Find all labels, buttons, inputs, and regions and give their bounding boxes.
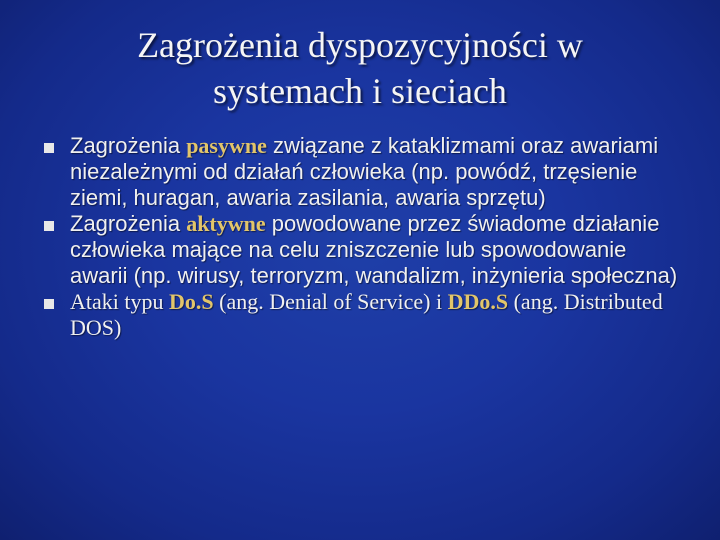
highlight-dos: Do.S	[169, 289, 214, 314]
bullet-text: (ang. Denial of Service) i	[213, 289, 448, 314]
bullet-text: Zagrożenia	[70, 211, 187, 236]
bullet-text: (ang. Distributed DOS)	[70, 289, 663, 340]
bullet-dos-attacks	[44, 289, 684, 341]
bullet-text: Ataki typu	[70, 289, 169, 314]
title-line-1: Zagrożenia dyspozycyjności w	[137, 25, 583, 65]
title-line-2: systemach i sieciach	[213, 71, 507, 111]
bullet-square-icon	[44, 299, 54, 309]
bullet-text: powodowane przez świadome działanie człowieka mające na celu zniszczenie lub spowodowanie awarii (np. wirusy, terroryzm, wandalizm, inżynieria społeczna)	[70, 211, 678, 288]
bullet-passive-threats	[44, 133, 684, 211]
slide-title	[60, 22, 660, 114]
bullet-active-threats	[44, 211, 684, 289]
highlight-active: aktywne	[186, 211, 266, 236]
bullet-list	[44, 133, 684, 341]
highlight-passive: pasywne	[186, 133, 267, 158]
bullet-square-icon	[44, 143, 54, 153]
highlight-ddos: DDo.S	[447, 289, 509, 314]
bullet-text: Zagrożenia	[70, 133, 187, 158]
bullet-text: związane z kataklizmami oraz awariami niezależnymi od działań człowieka (np. powódź, trzęsienie ziemi, huragan, awaria zasilania, awaria sprzętu)	[70, 133, 659, 210]
bullet-square-icon	[44, 221, 54, 231]
